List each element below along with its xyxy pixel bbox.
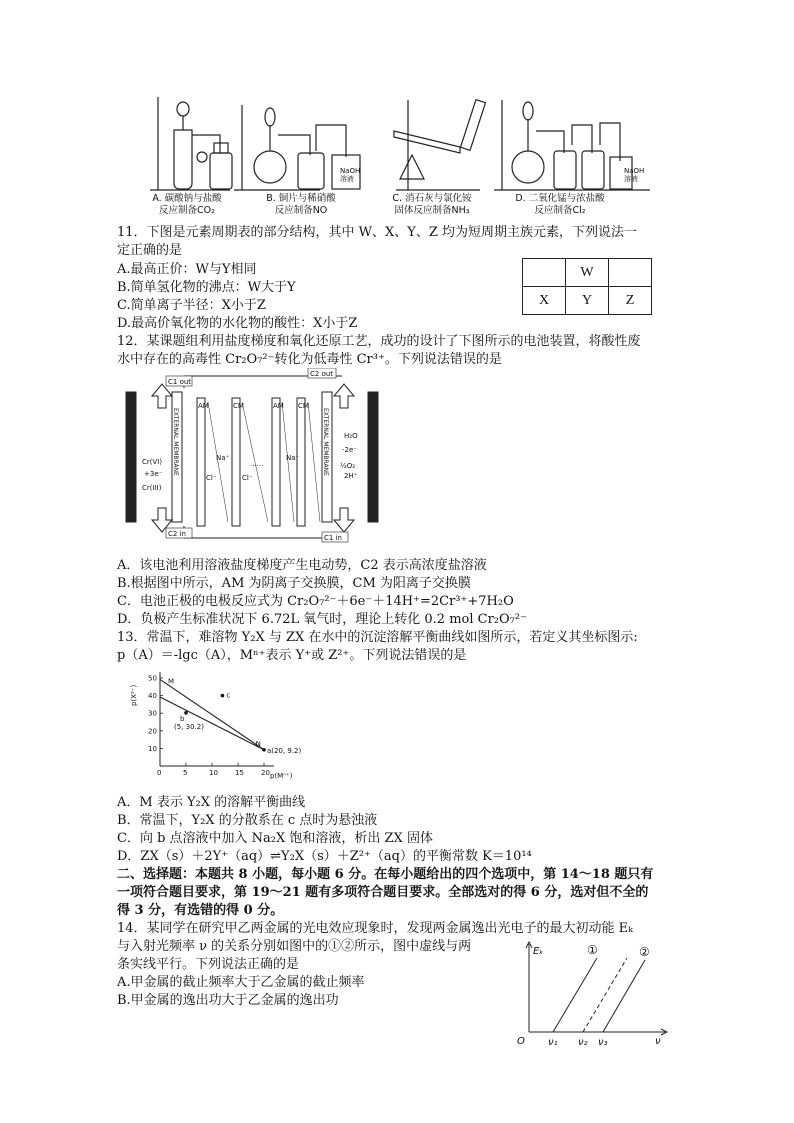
external-membrane-left: EXTERNAL MEMBRANE: [172, 408, 179, 476]
q13-option-b: B．常温下，Y₂X 的分散系在 c 点时为悬浊液: [117, 813, 378, 828]
cell-w: W: [566, 259, 609, 287]
dashed-line: [583, 958, 627, 1032]
q14-option-b: B.甲金属的逸出功大于乙金属的逸出功: [117, 993, 339, 1008]
cr-vi-label: Cr(VI): [142, 458, 163, 466]
battery-device-figure: [122, 368, 382, 546]
photoelectric-graph: [515, 940, 675, 1050]
apparatus-caption-c: C. 消石灰与氯化铵 固体反应制备NH₃: [392, 193, 472, 216]
cell-x: X: [523, 287, 566, 315]
naoh-label-b: NaOH: [340, 167, 361, 175]
point-label-b: b: [180, 714, 185, 723]
external-membrane-right: EXTERNAL MEMBRANE: [322, 408, 329, 476]
series-label-N: N: [255, 739, 261, 748]
soln-label-b: 溶液: [340, 175, 354, 183]
series-line-M: [160, 679, 264, 749]
q14-stem-3: 条实线平行。下列说法正确的是: [117, 957, 300, 972]
q13-stem-1: 13．常温下，难溶物 Y₂X 与 ZX 在水中的沉淀溶解平衡曲线如图所示，若定义其坐标图示:: [117, 630, 638, 645]
point-b: [184, 711, 188, 715]
point-coord-b: (5, 30.2): [174, 722, 204, 731]
q12-option-c: C．电池正极的电极反应式为 Cr₂O₇²⁻＋6e⁻＋14H⁺=2Cr³⁺+7H₂O: [117, 594, 514, 609]
x-tick-label: 15: [235, 769, 244, 777]
x-tick-label: 20: [261, 769, 270, 777]
q14-stem-2: 与入射光频率 ν 的关系分别如图中的①②所示，图中虚线与两: [117, 939, 472, 954]
am-label-1: AM: [198, 402, 209, 410]
apparatus-caption-a: A. 碳酸钠与盐酸 反应制备CO₂: [152, 193, 222, 216]
solubility-chart: [128, 666, 308, 786]
na-label-2: Na⁺: [286, 454, 300, 462]
c1-in-label: C1 in: [324, 534, 342, 542]
q11-option-c: C.简单离子半径：X小于Z: [117, 298, 266, 313]
x-axis-label: p(Mⁿ⁺): [270, 772, 293, 780]
q13-option-a: A．M 表示 Y₂X 的溶解平衡曲线: [117, 795, 306, 810]
v1-label: ν₁: [548, 1037, 558, 1048]
cl-label-1: Cl⁻: [206, 474, 217, 482]
point-label-a: a(20, 9.2): [267, 746, 302, 755]
q14-option-a: A.甲金属的截止频率大于乙金属的截止频率: [117, 975, 365, 990]
cell-z: Z: [609, 287, 652, 315]
y-tick-label: 40: [148, 692, 157, 701]
naoh-label-d: NaOH: [624, 167, 645, 175]
c2-in-label: C2 in: [168, 530, 186, 538]
half-o2-label: ½O₂: [340, 462, 356, 470]
soln-label-d: 溶液: [624, 175, 638, 183]
na-label-1: Na⁺: [216, 454, 230, 462]
q11-option-a: A.最高正价：W与Y相同: [117, 262, 257, 277]
cm-label-2: CM: [298, 402, 309, 410]
q13-option-c: C．向 b 点溶液中加入 Na₂X 饱和溶液，析出 ZX 固体: [117, 831, 433, 846]
q12-option-d: D．负极产生标准状况下 6.72L 氧气时，理论上转化 0.2 mol Cr₂O₇²⁻: [117, 612, 527, 627]
v2-label: ν₂: [578, 1037, 588, 1048]
ek-label: Eₖ: [533, 946, 544, 957]
section2-line-3: 得 3 分，有选错的得 0 分。: [117, 903, 284, 918]
two-h-label: 2H⁺: [344, 472, 358, 480]
h2o-label: H₂O: [344, 432, 358, 440]
y-axis-label: p(X²⁻): [130, 684, 138, 706]
point-c: [221, 694, 225, 698]
y-tick-label: 10: [148, 744, 157, 753]
q14-stem-1: 14．某同学在研究甲乙两金属的光电效应现象时，发现两金属逸出光电子的最大初动能 Eₖ: [117, 921, 633, 936]
section2-line-2: 一项符合题目要求，第 19～21 题有多项符合题目要求。全部选对的得 6 分，选对但不全的: [117, 885, 649, 900]
plus-3e-label: +3e⁻: [144, 470, 163, 478]
q11-stem-2: 定正确的是: [117, 243, 183, 258]
cr-iii-label: Cr(III): [142, 484, 162, 492]
y-tick-label: 30: [148, 709, 157, 718]
q12-option-a: A．该电池利用溶液盐度梯度产生电动势，C2 表示高浓度盐溶液: [117, 558, 487, 573]
cell-y: Y: [566, 287, 609, 315]
x-tick-label: 10: [209, 769, 218, 777]
point-label-c: c: [226, 691, 231, 700]
apparatus-caption-d: D. 二氧化锰与浓盐酸 反应制备Cl₂: [515, 193, 605, 216]
c1-out-label: C1 out: [168, 378, 192, 386]
q12-option-b: B.根据图中所示，AM 为阴离子交换膜，CM 为阳离子交换膜: [117, 576, 471, 591]
x-tick-label: 0: [157, 769, 162, 777]
periodic-table-fragment: [522, 258, 652, 315]
q13-stem-2: p（A）＝-lgc（A），Mⁿ⁺表示 Y⁺或 Z²⁺。下列说法错误的是: [117, 648, 467, 663]
q11-option-d: D.最高价氧化物的水化物的酸性：X小于Z: [117, 316, 358, 331]
section2-line-1: 二、选择题：本题共 8 小题，每小题 6 分。在每小题给出的四个选项中，第 14～18 题只有: [117, 867, 654, 882]
line-1: [553, 958, 597, 1032]
am-label-2: AM: [273, 402, 284, 410]
c2-out-label: C2 out: [310, 370, 334, 378]
dots-label: ......: [250, 460, 264, 468]
origin-label: O: [517, 1036, 525, 1047]
x-tick-label: 5: [183, 769, 188, 777]
q13-option-d: D．ZX（s）＋2Y⁺（aq）⇌Y₂X（s）＋Z²⁺（aq）的平衡常数 K＝10¹⁴: [117, 849, 532, 864]
series-label-M: M: [168, 677, 175, 686]
cm-label-1: CM: [233, 402, 244, 410]
q11-option-b: B.简单氢化物的沸点：W大于Y: [117, 280, 296, 295]
nu-axis-label: ν: [655, 1036, 661, 1047]
minus-2e-label: -2e⁻: [342, 446, 357, 454]
v3-label: ν₃: [598, 1037, 608, 1048]
q12-stem-1: 12．某课题组利用盐度梯度和氧化还原工艺，成功的设计了下图所示的电池装置，将酸性废: [117, 334, 641, 349]
q12-stem-2: 水中存在的高毒性 Cr₂O₇²⁻转化为低毒性 Cr³⁺。下列说法错误的是: [117, 352, 502, 367]
y-tick-label: 20: [148, 727, 157, 736]
q11-stem-1: 11．下图是元素周期表的部分结构，其中 W、X、Y、Z 均为短周期主族元素，下列说法一: [117, 225, 638, 240]
y-tick-label: 50: [148, 674, 157, 683]
curve-2-label: ②: [639, 945, 650, 959]
point-a: [262, 748, 266, 752]
cl-label-2: Cl⁻: [242, 474, 253, 482]
curve-1-label: ①: [587, 943, 598, 957]
line-2: [603, 960, 645, 1032]
apparatus-caption-b: B. 铜片与稀硝酸 反应制备NO: [266, 193, 336, 216]
